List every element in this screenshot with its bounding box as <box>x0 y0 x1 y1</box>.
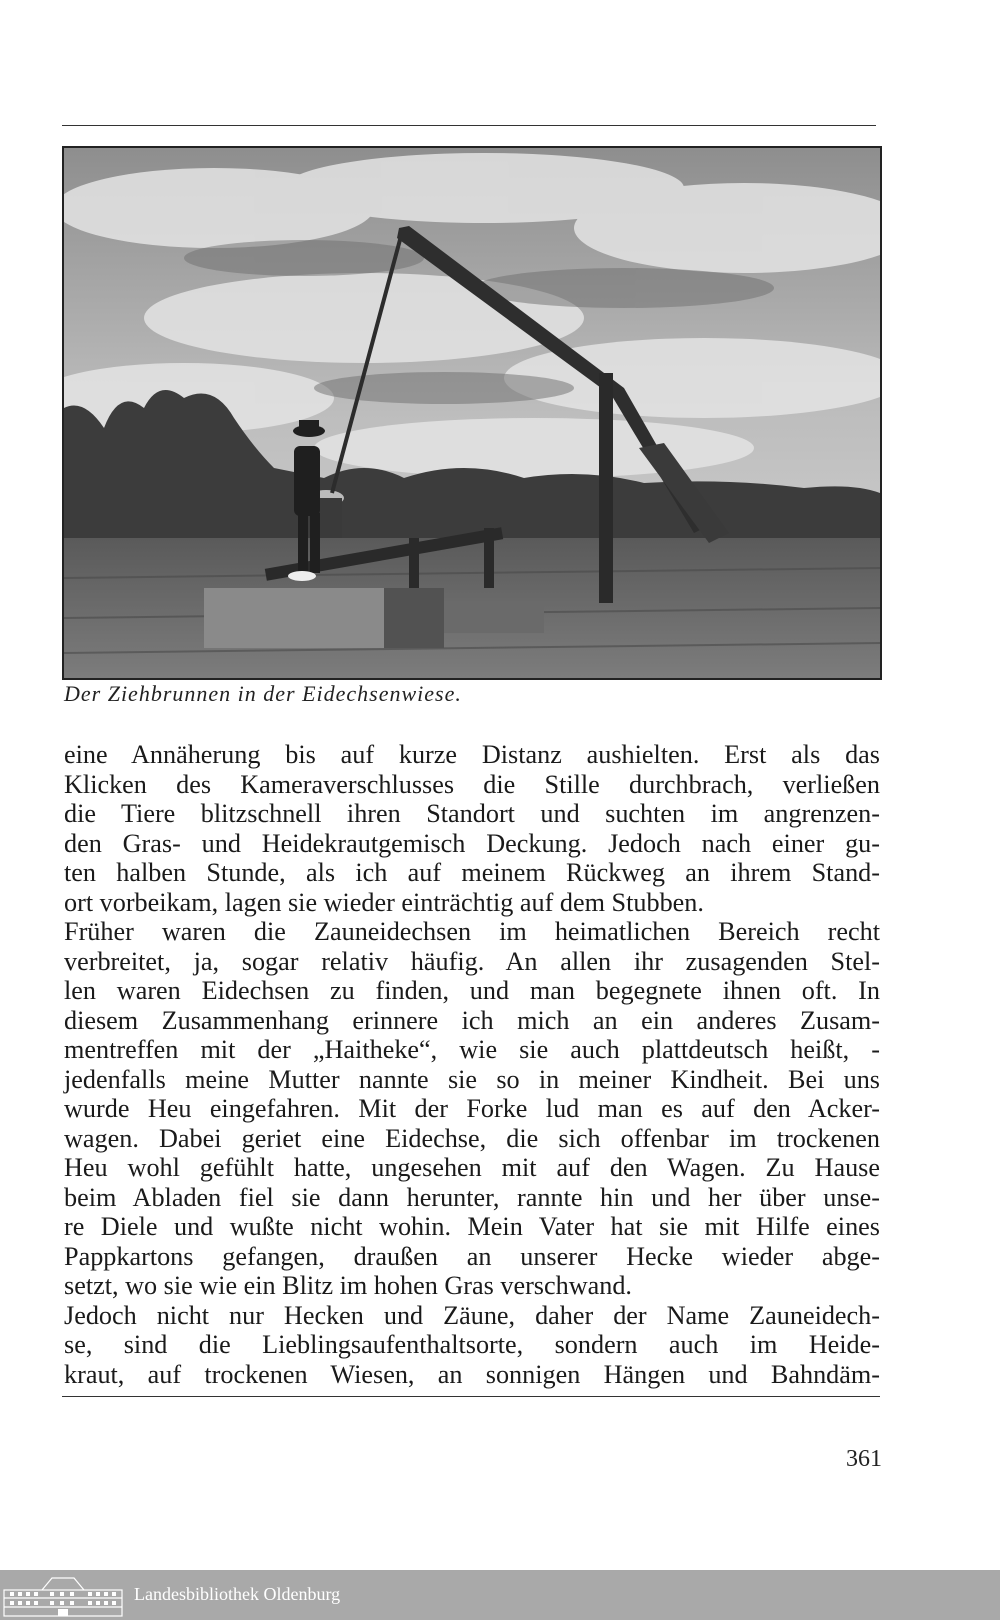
text-line: se, sind die Lieblingsaufenthaltsorte, sondern auch im Heide- <box>64 1330 880 1359</box>
library-building-icon <box>2 1574 124 1618</box>
text-line: mentreffen mit der „Haitheke“, wie sie auch plattdeutsch heißt, - <box>64 1035 880 1064</box>
text-line: Heu wohl gefühlt hatte, ungesehen mit auf den Wagen. Zu Hause <box>64 1153 880 1182</box>
well-photo <box>62 146 882 680</box>
text-line: setzt, wo sie wie ein Blitz im hohen Gras verschwand. <box>64 1271 632 1300</box>
top-rule <box>62 125 876 126</box>
text-line: Jedoch nicht nur Hecken und Zäune, daher der Name Zauneidech- <box>64 1300 880 1330</box>
footer-library-name: Landesbibliothek Oldenburg <box>134 1584 341 1604</box>
text-line: len waren Eidechsen zu finden, und man begegnete ihnen oft. In <box>64 976 880 1005</box>
bottom-rule <box>62 1396 880 1397</box>
text-line: Klicken des Kameraverschlusses die Stille durchbrach, verließen <box>64 769 880 799</box>
text-line: wagen. Dabei geriet eine Eidechse, die sich offenbar im trockenen <box>64 1123 880 1153</box>
text-line: kraut, auf trockenen Wiesen, an sonnigen Hängen und Bahndäm- <box>64 1359 880 1389</box>
text-line: die Tiere blitzschnell ihren Standort und suchten im angrenzen- <box>64 799 880 828</box>
text-line: ort vorbeikam, lagen sie wieder einträchtig auf dem Stubben. <box>64 887 704 917</box>
text-line: verbreitet, ja, sogar relativ häufig. An allen ihr zusagenden Stel- <box>64 946 880 976</box>
body-text <box>64 740 880 1389</box>
text-line: diesem Zusammenhang erinnere ich mich an ein anderes Zusam- <box>64 1005 880 1035</box>
well-photo-image <box>64 148 880 678</box>
text-line: wurde Heu eingefahren. Mit der Forke lud man es auf den Acker- <box>64 1094 880 1123</box>
page-number: 361 <box>846 1446 882 1472</box>
text-line: jedenfalls meine Mutter nannte sie so in meiner Kindheit. Bei uns <box>64 1064 880 1094</box>
text-line: Früher waren die Zauneidechsen im heimatlichen Bereich recht <box>64 917 880 946</box>
text-line: beim Abladen fiel sie dann herunter, rannte hin und her über unse- <box>64 1182 880 1212</box>
footer-bar <box>0 1570 1000 1620</box>
text-line: ten halben Stunde, als ich auf meinem Rückweg an ihrem Stand- <box>64 858 880 887</box>
text-line: den Gras- und Heidekrautgemisch Deckung. Jedoch nach einer gu- <box>64 828 880 858</box>
photo-caption: Der Ziehbrunnen in der Eidechsenwiese. <box>64 681 462 706</box>
text-line: re Diele und wußte nicht wohin. Mein Vater hat sie mit Hilfe eines <box>64 1212 880 1241</box>
text-line: eine Annäherung bis auf kurze Distanz aushielten. Erst als das <box>64 740 880 769</box>
text-line: Pappkartons gefangen, draußen an unserer Hecke wieder abge- <box>64 1241 880 1271</box>
